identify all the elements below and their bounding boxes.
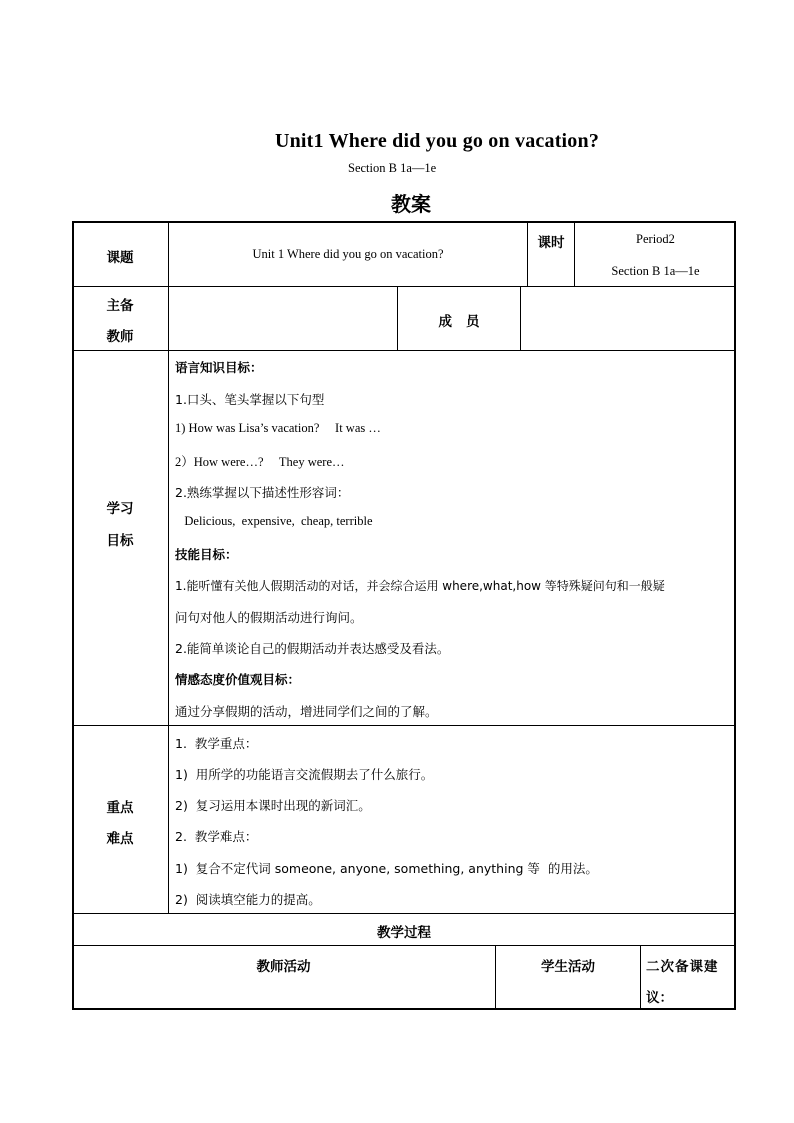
topic-value: Unit 1 Where did you go on vacation? (252, 247, 444, 261)
process-title: 教学过程 (377, 925, 431, 941)
keypoint-line: 1) 复合不定代词 someone, anyone, something, anything 等 的用法。 (175, 861, 598, 876)
suggestion-header: 议： (646, 990, 673, 1006)
document-heading: 教案 (391, 192, 431, 216)
keypoint-line: 2. 教学难点： (175, 829, 258, 844)
goal-heading: 语言知识目标： (175, 360, 263, 375)
goal-heading: 情感态度价值观目标： (175, 672, 301, 687)
goal-line: 问句对他人的假期活动进行询问。 (175, 610, 363, 625)
goal-line: 1) How was Lisa’s vacation? It was … (175, 421, 381, 435)
period-value: Period2 (636, 232, 675, 246)
keypoint-line: 1) 用所学的功能语言交流假期去了什么旅行。 (175, 767, 434, 782)
goal-line: 通过分享假期的活动，增进同学们之间的了解。 (175, 704, 438, 719)
keypoints-label: 难点 (106, 831, 134, 847)
keypoint-line: 1. 教学重点： (175, 736, 258, 751)
goal-line: 1.口头、笔头掌握以下句型 (175, 392, 325, 407)
suggestion-header: 二次备课建 (646, 959, 719, 975)
goal-line: 2.能简单谈论自己的假期活动并表达感受及看法。 (175, 641, 450, 656)
goal-line: 2.熟练掌握以下描述性形容词： (175, 485, 350, 500)
document-subtitle: Section B 1a—1e (348, 161, 437, 175)
column-divider (168, 222, 169, 913)
document-title: Unit1 Where did you go on vacation? (274, 130, 600, 152)
student-activity-header: 学生活动 (541, 959, 595, 975)
topic-label: 课题 (106, 250, 134, 266)
column-divider (640, 945, 641, 1010)
row-divider (72, 725, 736, 726)
keypoint-line: 2) 复习运用本课时出现的新词汇。 (175, 798, 371, 813)
row-divider (72, 286, 736, 287)
period-label: 课时 (537, 235, 565, 251)
goal-heading: 技能目标： (175, 547, 238, 562)
column-divider (520, 286, 521, 350)
row-divider (72, 350, 736, 351)
period-section: Section B 1a—1e (611, 264, 700, 278)
member-label: 成 员 (438, 314, 480, 330)
teacher-label: 主备 (106, 298, 134, 314)
lesson-plan-table (72, 221, 736, 1010)
goal-line: 2）How were…? They were… (175, 455, 345, 469)
goal-line: 1.能听懂有关他人假期活动的对话，并会综合运用 where,what,how 等特殊疑问句和一般疑 (175, 579, 665, 593)
goal-line: Delicious, expensive, cheap, terrible (175, 514, 373, 528)
goals-label: 学习 (106, 501, 134, 517)
keypoints-label: 重点 (106, 800, 134, 816)
row-divider (72, 945, 736, 946)
keypoint-line: 2) 阅读填空能力的提高。 (175, 892, 321, 907)
teacher-label: 教师 (106, 329, 134, 345)
teacher-activity-header: 教师活动 (256, 959, 311, 975)
row-divider (72, 913, 736, 914)
goals-label: 目标 (106, 533, 134, 549)
